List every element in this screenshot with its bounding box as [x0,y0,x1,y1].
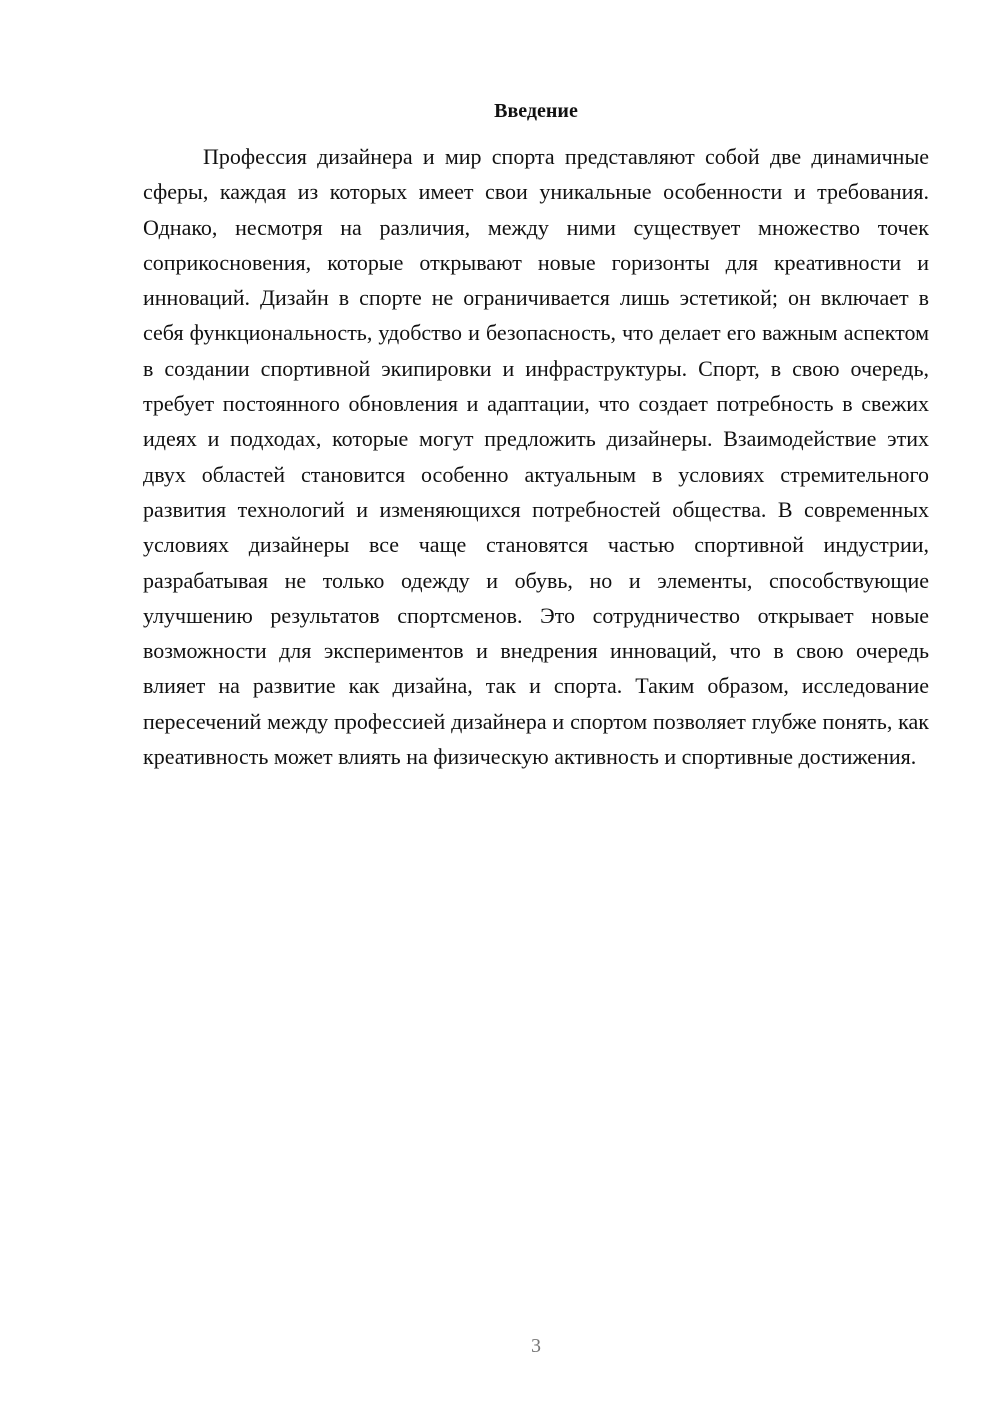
page-number: 3 [531,1335,541,1357]
page-content [143,97,929,774]
section-title: Введение [494,100,578,122]
body-paragraph: Профессия дизайнера и мир спорта представляют собой две динамичные сферы, каждая из которых имеет свои уникальные особенности и требования. Однако, несмотря на различия, между ними существует множество точек соприкосновения, которые открывают новые горизонты для креативности и инноваций. Дизайн в спорте не ограничивается лишь эстетикой; он включает в себя функциональность, удобство и безопасность, что делает его важным аспектом в создании спортивной экипировки и инфраструктуры. Спорт, в свою очередь, требует постоянного обновления и адаптации, что создает потребность в свежих идеях и подходах, которые могут предложить дизайнеры. Взаимодействие этих двух областей становится особенно актуальным в условиях стремительного развития технологий и изменяющихся потребностей общества. В современных условиях дизайнеры все чаще становятся частью спортивной индустрии, разрабатывая не только одежду и обувь, но и элементы, способствующие улучшению результатов спортсменов. Это сотрудничество открывает новые возможности для экспериментов и внедрения инноваций, что в свою очередь влияет на развитие как дизайна, так и спорта. Таким образом, исследование пересечений между профессией дизайнера и спортом позволяет глубже понять, как креативность может влиять на физическую активность и спортивные достижения. [143,144,929,770]
